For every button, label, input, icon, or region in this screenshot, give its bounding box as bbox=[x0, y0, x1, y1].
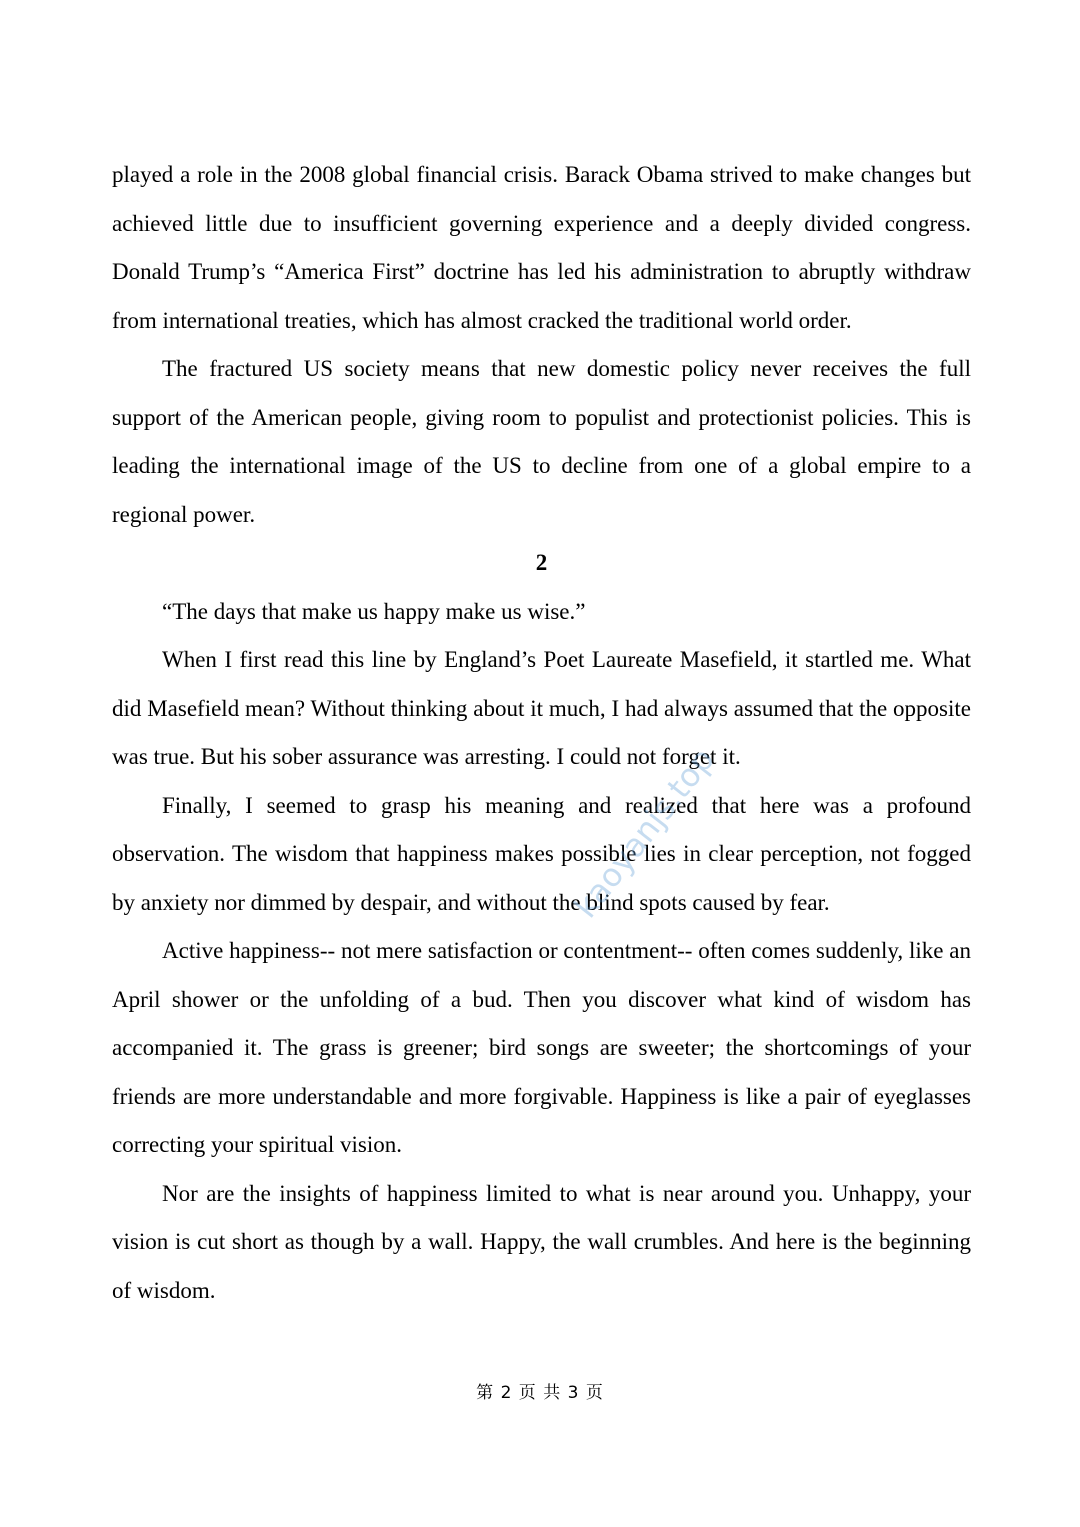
paragraph: Nor are the insights of happiness limited to what is near around you. Unhappy, your vision is cut short as though by a wall. Happy, the wall crumbles. And here is the beginning of wisdom. bbox=[112, 1180, 971, 1303]
document-body bbox=[112, 151, 971, 1315]
paragraph-quote: “The days that make us happy make us wise.” bbox=[162, 598, 586, 624]
paragraph-continuation: played a role in the 2008 global financial crisis. Barack Obama strived to make changes but achieved little due to insufficient governing experience and a deeply divided congress. Donald Trump’s “America First” doctrine has led his administration to abruptly withdraw from international treaties, which has almost cracked the traditional world order. bbox=[112, 162, 971, 333]
paragraph: When I first read this line by England’s Poet Laureate Masefield, it startled me. What did Masefield mean? Without thinking about it much, I had always assumed that the opposite was true. But his sober assurance was arresting. I could not forget it. bbox=[112, 647, 971, 769]
paragraph: Active happiness-- not mere satisfaction or contentment-- often comes suddenly, like an April shower or the unfolding of a bud. Then you discover what kind of wisdom has accompanied it. The grass is greener; bird songs are sweeter; the shortcomings of your friends are more understandable and more forgivable. Happiness is like a pair of eyeglasses correcting your spiritual vision. bbox=[112, 938, 971, 1157]
paragraph: Finally, I seemed to grasp his meaning and realized that here was a profound observation. The wisdom that happiness makes possible lies in clear perception, not fogged by anxiety nor dimmed by despair, and without the blind spots caused by fear. bbox=[112, 792, 971, 915]
paragraph: The fractured US society means that new domestic policy never receives the full support of the American people, giving room to populist and protectionist policies. This is leading the international image of the US to decline from one of a global empire to a regional power. bbox=[112, 356, 971, 527]
page-footer: 第 2 页 共 3 页 bbox=[476, 1383, 604, 1403]
section-number: 2 bbox=[535, 550, 548, 575]
watermark-text: kaoyanjs.top bbox=[566, 740, 722, 925]
